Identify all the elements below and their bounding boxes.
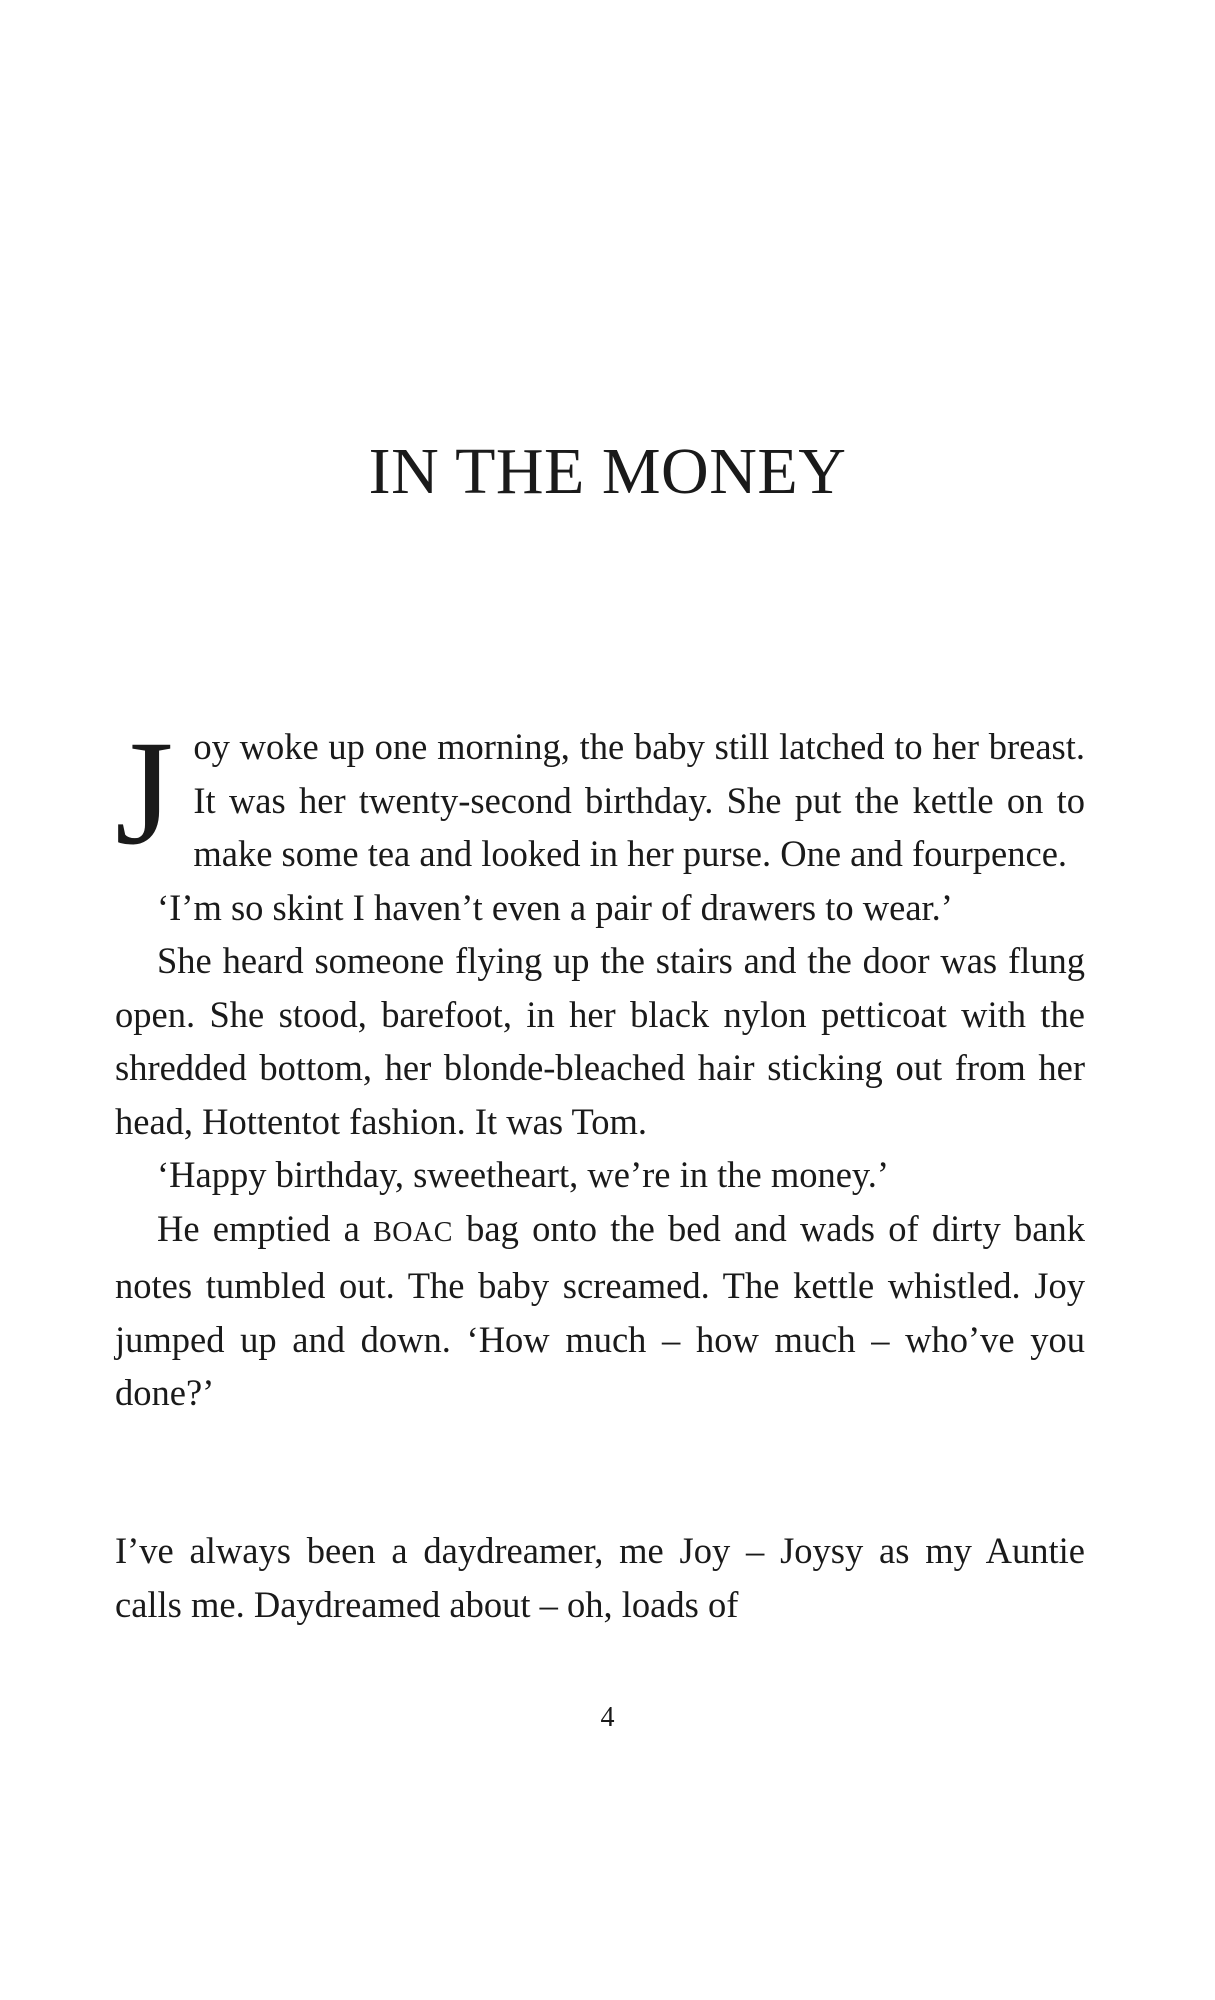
- opening-text: oy woke up one morning, the baby still latched to her breast. It was her twenty-second birthday. She put the kettle on to make some tea and looked in her purse. One and fourpence.: [193, 726, 1085, 874]
- boac-text-after: bag onto the bed and wads of dirty bank notes tumbled out. The baby screamed. The kettle whistled. Joy jumped up and down. ‘How much – how much – who’ve you done?’: [115, 1207, 1085, 1413]
- drop-cap: J: [115, 710, 174, 876]
- opening-paragraph: [115, 710, 1085, 881]
- body-paragraph-boac: [115, 1202, 1085, 1420]
- page-number: 4: [600, 1702, 615, 1733]
- body-paragraph: She heard someone flying up the stairs and the door was flung open. She stood, barefoot, in her black nylon petticoat with the shredded bottom, her blonde-bleached hair sticking out from her head, Hottentot fashion. It was Tom.: [115, 940, 1085, 1142]
- body-paragraph: ‘I’m so skint I haven’t even a pair of drawers to wear.’: [157, 886, 953, 928]
- boac-text-before: He emptied a: [157, 1207, 374, 1249]
- boac-acronym: BOAC: [373, 1216, 453, 1248]
- section-two-paragraph: I’ve always been a daydreamer, me Joy – Joysy as my Auntie calls me. Daydreamed about – oh, loads of: [115, 1530, 1085, 1625]
- body-paragraph: ‘Happy birthday, sweetheart, we’re in the money.’: [157, 1154, 890, 1195]
- section-two: [115, 1524, 1085, 1631]
- chapter-body: [115, 710, 1085, 1420]
- chapter-title: IN THE MONEY: [368, 435, 847, 508]
